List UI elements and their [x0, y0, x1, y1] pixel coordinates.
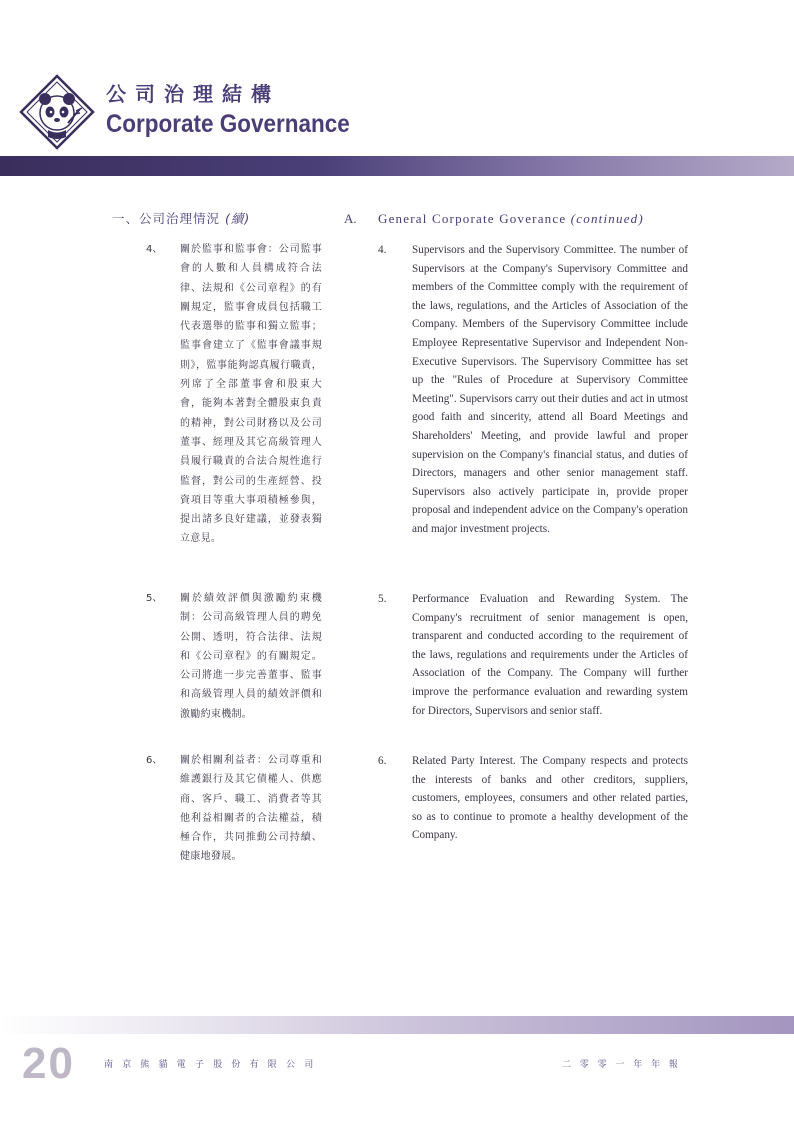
item-text-english: Performance Evaluation and Rewarding System. The Company's recruitment of senior management is open, transparent and conducted according to the requirement of the laws, regulations and requirements under the Articles of Association of the Company. The Company will further improve the performance evaluation and rewarding system for Directors, Supervisors and senior staff. — [412, 593, 688, 717]
item-text-chinese: 關於相關利益者：公司尊重和維護銀行及其它債權人、供應商、客戶、職工、消費者等其他利益相關者的合法權益，積極合作，共同推動公司持續、健康地發展。 — [180, 755, 322, 863]
section-heading-chinese — [112, 209, 250, 227]
item-text-chinese: 關於績效評價與激勵約束機制：公司高級管理人員的聘免公開、透明，符合法律、法規和《公司章程》的有關規定。公司將進一步完善董事、監事和高級管理人員的績效評價和激勵約束機制。 — [180, 593, 322, 720]
footer-company-name: 南京熊貓電子股份有限公司 — [104, 1060, 323, 1070]
page-number: 20 — [22, 1039, 75, 1088]
item-text-english: Related Party Interest. The Company respects and protects the interests of banks and other creditors, suppliers, customers, employees, consumers and other related parties, so as to continue to promote a healthy development of the Company. — [412, 755, 688, 842]
item-number-chinese: 4、 — [146, 244, 163, 255]
panda-diamond-logo-icon — [18, 73, 96, 151]
header-banner — [0, 156, 794, 176]
section-continued-chinese: (續) — [225, 211, 251, 226]
section-label-chinese: 一、公司治理情況 — [112, 211, 221, 226]
item-number-english: 6. — [378, 755, 387, 767]
item-number-english: 5. — [378, 593, 387, 605]
footer-report-title: 二零零一年年報 — [562, 1060, 687, 1070]
section-continued-english: (continued) — [570, 211, 644, 226]
item-text-english: Supervisors and the Supervisory Committee. The number of Supervisors at the Company's Supervisory Committee and members of the Committee comply with the requirement of the laws, regulations, and the Articles of Association of the Company. Members of the Supervisory Committee include Employee Representative Supervisor and Independent Non-Executive Supervisors. The Supervisory Committee has set up the "Rules of Procedure at Supervisory Committee Meeting". Supervisors carry out their duties and act in utmost good faith and sincerity, attend all Board Meetings and Shareholders' Meeting, and provide lawful and proper supervision on the Company's financial status, and duties of Directors, managers and other senior management staff. Supervisors also actively participate in, provide proper proposal and independent advice on the Company's operation and major investment projects. — [412, 244, 688, 535]
page-title-english: Corporate Governance — [106, 110, 350, 138]
page-title-chinese: 公司治理結構 — [106, 82, 280, 106]
item-number-chinese: 5、 — [146, 593, 163, 604]
item-text-chinese: 關於監事和監事會：公司監事會的人數和人員構成符合法律、法規和《公司章程》的有關規定，監事會成員包括職工代表選舉的監事和獨立監事；監事會建立了《監事會議事規則》，監事能夠認真履行職責，列席了全部董事會和股東大會，能夠本著對全體股東負責的精神，對公司財務以及公司董事、經理及其它高級管理人員履行職責的合法合規性進行監督，對公司的生產經營、投資項目等重大事項積極參與，提出諸多良好建議，並發表獨立意見。 — [180, 244, 322, 545]
item-number-english: 4. — [378, 244, 387, 256]
section-heading-english — [344, 211, 644, 227]
footer-band — [0, 1016, 794, 1034]
item-number-chinese: 6、 — [146, 755, 163, 766]
section-letter: A. — [344, 211, 357, 226]
section-title-english: General Corporate Goverance — [378, 211, 567, 226]
